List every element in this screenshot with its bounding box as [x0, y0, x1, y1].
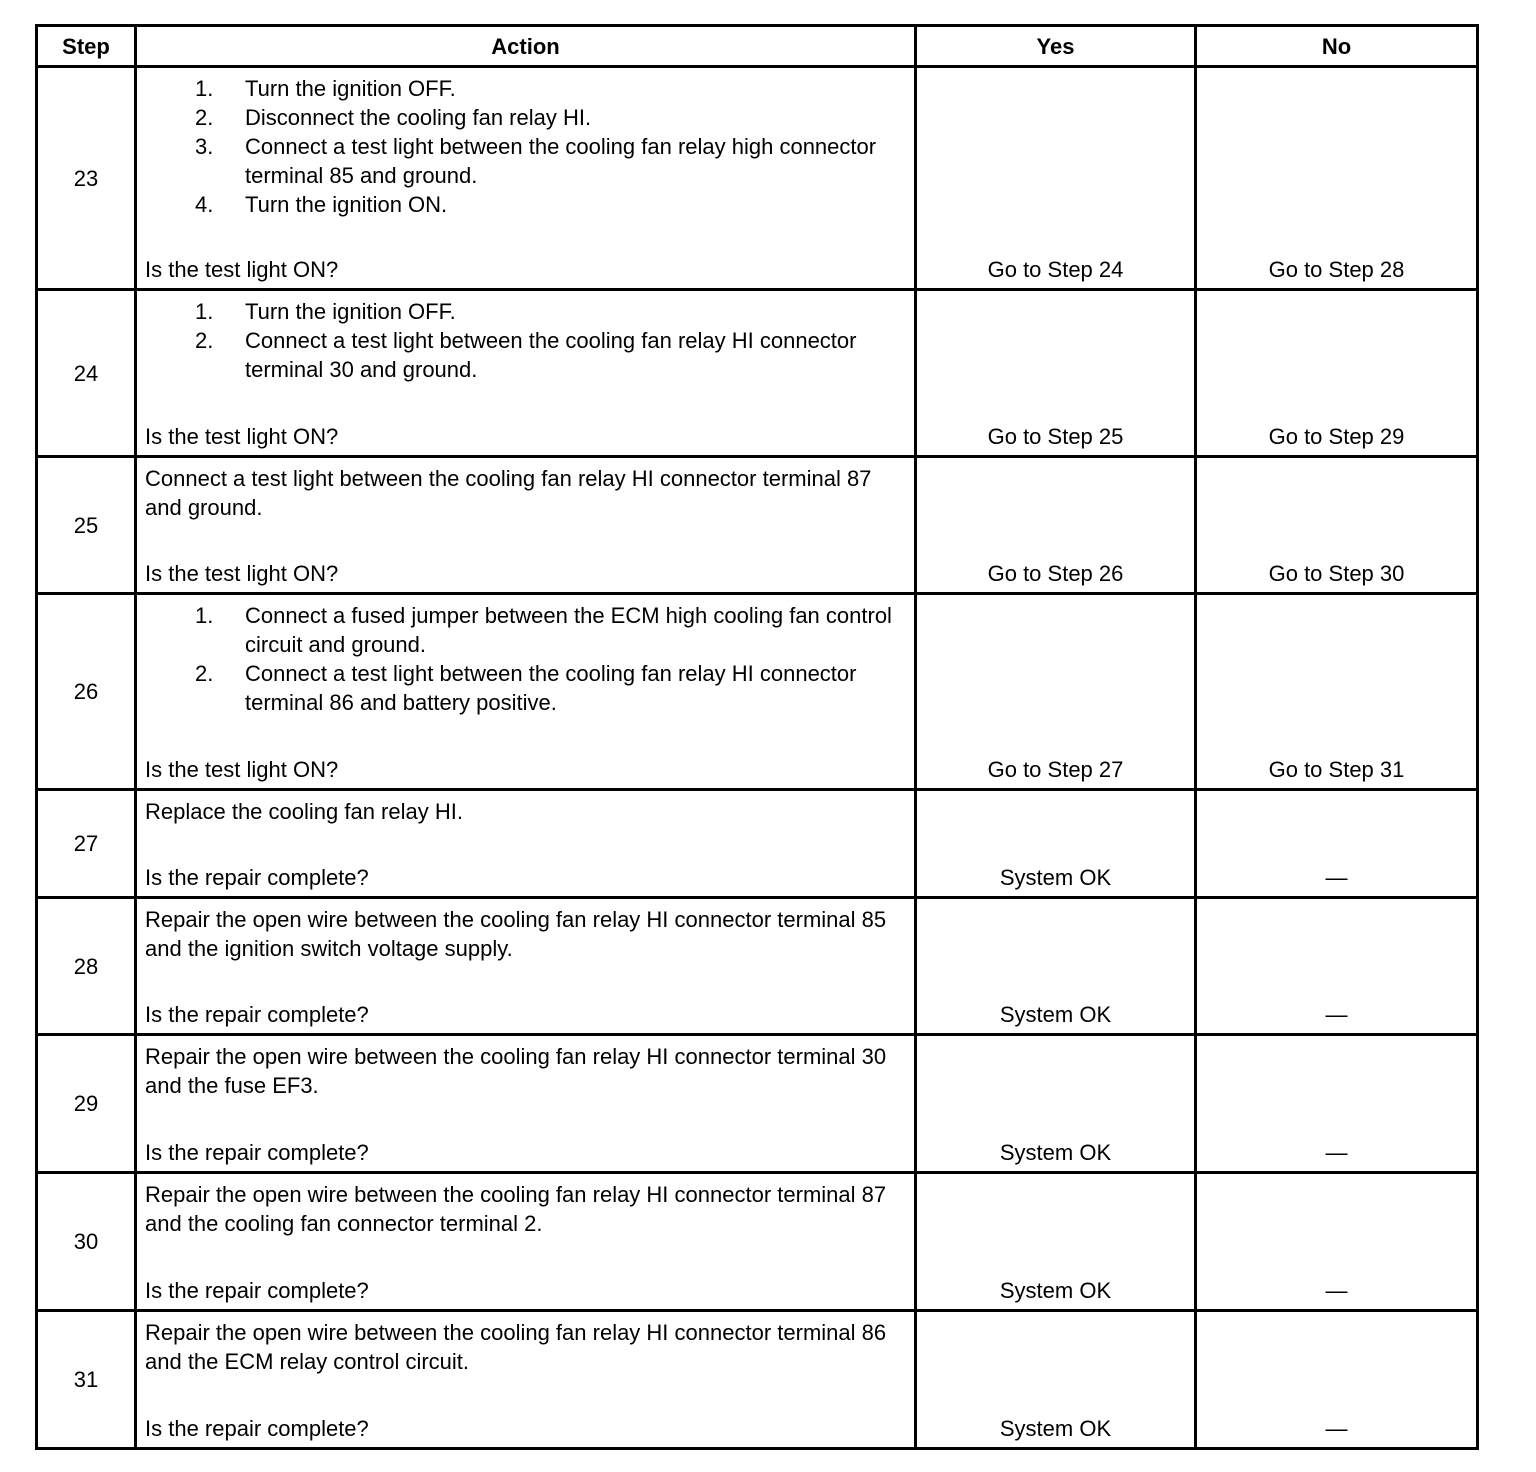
step-number: 30 — [37, 1173, 136, 1311]
no-result: — — [1196, 1035, 1478, 1173]
action-question: Is the test light ON? — [145, 424, 339, 449]
no-result: Go to Step 29 — [1196, 290, 1478, 457]
action-step-text: Connect a test light between the cooling fan relay HI connector terminal 30 and ground. — [245, 328, 857, 382]
action-cell — [136, 290, 916, 457]
action-step-number: 1. — [195, 299, 214, 324]
no-result: Go to Step 28 — [1196, 67, 1478, 290]
table-row — [37, 457, 1478, 594]
action-question: Is the test light ON? — [145, 257, 339, 282]
action-cell — [136, 1311, 916, 1449]
action-step-number: 1. — [195, 76, 214, 101]
no-result: — — [1196, 790, 1478, 898]
no-result: — — [1196, 1173, 1478, 1311]
action-question: Is the repair complete? — [145, 865, 369, 890]
table-row — [37, 594, 1478, 790]
action-cell — [136, 67, 916, 290]
action-step — [145, 103, 906, 132]
action-text: Connect a test light between the cooling fan relay HI connector terminal 87 and ground. — [145, 466, 872, 520]
action-question: Is the repair complete? — [145, 1416, 369, 1441]
table-row — [37, 67, 1478, 290]
action-text: Repair the open wire between the cooling fan relay HI connector terminal 87 and the cooling fan connector terminal 2. — [145, 1182, 887, 1236]
action-step-text: Connect a test light between the cooling fan relay HI connector terminal 86 and battery positive. — [245, 661, 857, 715]
action-cell — [136, 594, 916, 790]
header-step: Step — [37, 26, 136, 67]
no-result: Go to Step 30 — [1196, 457, 1478, 594]
action-step — [145, 659, 906, 717]
action-question: Is the repair complete? — [145, 1278, 369, 1303]
step-number: 24 — [37, 290, 136, 457]
action-step — [145, 74, 906, 103]
yes-result: Go to Step 25 — [916, 290, 1196, 457]
step-number: 29 — [37, 1035, 136, 1173]
step-number: 26 — [37, 594, 136, 790]
action-step — [145, 297, 906, 326]
action-text: Repair the open wire between the cooling fan relay HI connector terminal 86 and the ECM relay control circuit. — [145, 1320, 887, 1374]
action-step-number: 2. — [195, 328, 214, 353]
yes-result: System OK — [916, 790, 1196, 898]
action-step-text: Connect a fused jumper between the ECM high cooling fan control circuit and ground. — [245, 603, 892, 657]
action-step-number: 2. — [195, 661, 214, 686]
action-step — [145, 326, 906, 384]
action-step-text: Turn the ignition ON. — [245, 192, 448, 217]
action-question: Is the repair complete? — [145, 1140, 369, 1165]
table-row — [37, 790, 1478, 898]
action-step-number: 3. — [195, 134, 214, 159]
table-row — [37, 1035, 1478, 1173]
no-result: — — [1196, 1311, 1478, 1449]
table-row — [37, 1173, 1478, 1311]
step-number: 23 — [37, 67, 136, 290]
action-step — [145, 190, 906, 219]
action-text: Replace the cooling fan relay HI. — [145, 799, 463, 824]
action-step-text: Disconnect the cooling fan relay HI. — [245, 105, 592, 130]
yes-result: Go to Step 24 — [916, 67, 1196, 290]
step-number: 27 — [37, 790, 136, 898]
action-question: Is the repair complete? — [145, 1002, 369, 1027]
table-row — [37, 1311, 1478, 1449]
yes-result: System OK — [916, 1173, 1196, 1311]
table-row — [37, 290, 1478, 457]
action-question: Is the test light ON? — [145, 757, 339, 782]
no-result: Go to Step 31 — [1196, 594, 1478, 790]
step-number: 31 — [37, 1311, 136, 1449]
action-step-number: 2. — [195, 105, 214, 130]
header-yes: Yes — [916, 26, 1196, 67]
diagnostic-table — [35, 24, 1479, 1450]
action-cell — [136, 1035, 916, 1173]
action-cell — [136, 898, 916, 1035]
action-step-text: Connect a test light between the cooling fan relay high connector terminal 85 and ground. — [245, 134, 877, 188]
action-cell — [136, 1173, 916, 1311]
action-step — [145, 601, 906, 659]
table-row — [37, 898, 1478, 1035]
header-action: Action — [136, 26, 916, 67]
action-question: Is the test light ON? — [145, 561, 339, 586]
yes-result: Go to Step 27 — [916, 594, 1196, 790]
header-no: No — [1196, 26, 1478, 67]
yes-result: System OK — [916, 898, 1196, 1035]
action-step-text: Turn the ignition OFF. — [245, 299, 456, 324]
yes-result: Go to Step 26 — [916, 457, 1196, 594]
action-cell — [136, 790, 916, 898]
header-row — [37, 26, 1478, 67]
action-step-number: 4. — [195, 192, 214, 217]
yes-result: System OK — [916, 1035, 1196, 1173]
action-step-text: Turn the ignition OFF. — [245, 76, 456, 101]
no-result: — — [1196, 898, 1478, 1035]
action-step-number: 1. — [195, 603, 214, 628]
action-text: Repair the open wire between the cooling fan relay HI connector terminal 30 and the fuse EF3. — [145, 1044, 887, 1098]
step-number: 28 — [37, 898, 136, 1035]
yes-result: System OK — [916, 1311, 1196, 1449]
action-text: Repair the open wire between the cooling fan relay HI connector terminal 85 and the ignition switch voltage supply. — [145, 907, 887, 961]
action-step — [145, 132, 906, 190]
action-cell — [136, 457, 916, 594]
step-number: 25 — [37, 457, 136, 594]
